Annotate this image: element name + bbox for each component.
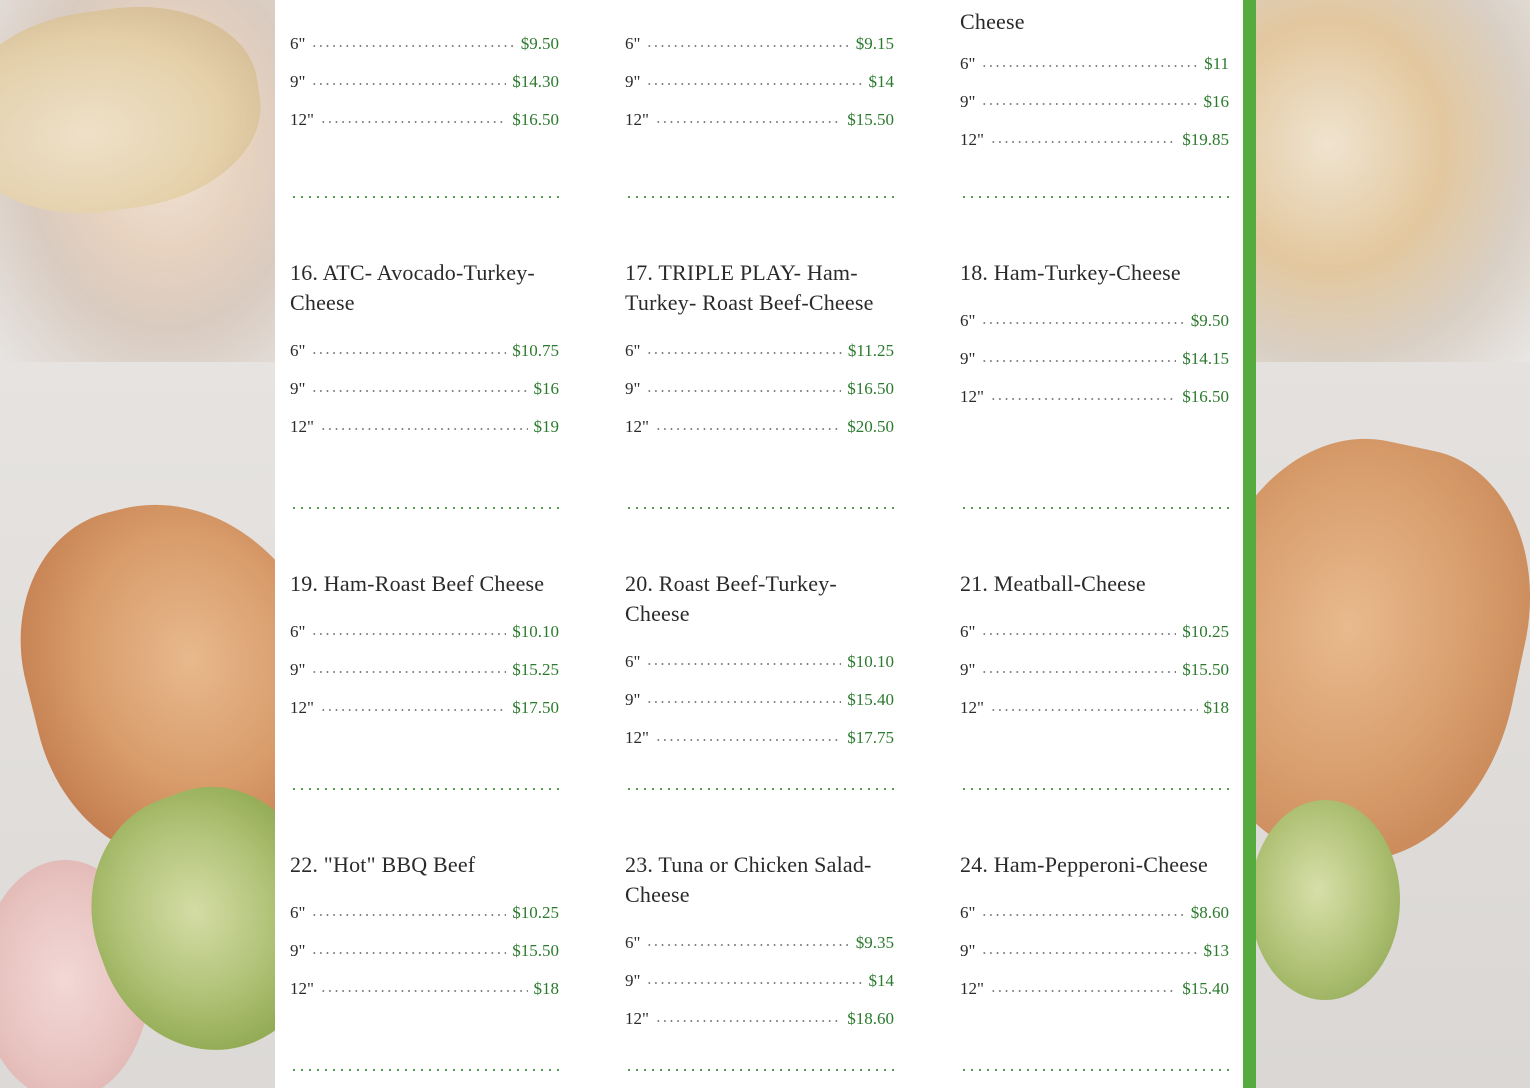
size-label: 6" — [625, 933, 641, 952]
dot-leader — [646, 932, 849, 948]
dot-leader — [990, 129, 1176, 145]
price-value: $20.50 — [847, 417, 894, 436]
price-list — [625, 651, 894, 765]
price-value: $10.10 — [512, 622, 559, 641]
dot-leader — [990, 386, 1176, 402]
dot-leader — [311, 621, 506, 637]
dot-leader — [320, 416, 528, 432]
dot-leader — [311, 71, 506, 87]
dot-leader — [981, 91, 1197, 107]
price-row — [960, 978, 1229, 1016]
price-value: $10.25 — [512, 903, 559, 922]
price-row — [625, 1008, 894, 1046]
size-label: 9" — [625, 379, 641, 398]
menu-item-title: 23. Tuna or Chicken Salad-Cheese — [625, 852, 872, 907]
dot-leader — [311, 340, 506, 356]
size-label: 9" — [960, 92, 976, 111]
size-label: 6" — [960, 311, 976, 330]
dot-leader — [646, 340, 841, 356]
dot-leader — [981, 621, 1176, 637]
price-row — [960, 902, 1229, 940]
price-value: $15.40 — [1182, 979, 1229, 998]
price-row — [290, 109, 559, 147]
price-value: $19.85 — [1182, 130, 1229, 149]
price-row — [625, 651, 894, 689]
price-value: $11 — [1204, 54, 1229, 73]
price-value: $14.15 — [1182, 349, 1229, 368]
size-label: 9" — [290, 660, 306, 679]
dot-leader — [646, 689, 841, 705]
dot-leader — [646, 378, 841, 394]
menu-item — [625, 569, 894, 765]
price-list — [290, 340, 559, 454]
price-value: $17.50 — [512, 698, 559, 717]
price-row — [960, 659, 1229, 697]
price-value: $15.50 — [512, 941, 559, 960]
dot-leader — [655, 416, 841, 432]
dot-leader — [311, 378, 527, 394]
price-row — [290, 71, 559, 109]
price-row — [960, 310, 1229, 348]
size-label: 12" — [290, 698, 314, 717]
menu-item — [625, 258, 894, 454]
price-row — [290, 659, 559, 697]
menu-item-title: Cheese — [960, 9, 1025, 34]
menu-item — [625, 33, 894, 147]
dot-leader — [320, 109, 506, 125]
size-label: 6" — [960, 903, 976, 922]
price-row — [625, 71, 894, 109]
price-row — [625, 109, 894, 147]
item-separator — [625, 1067, 894, 1073]
dot-leader — [990, 697, 1198, 713]
item-separator — [960, 194, 1229, 200]
price-value: $15.50 — [1182, 660, 1229, 679]
price-value: $8.60 — [1190, 903, 1229, 922]
dot-leader — [981, 348, 1176, 364]
price-row — [290, 978, 559, 1016]
price-value: $14 — [868, 971, 894, 990]
price-row — [290, 697, 559, 735]
item-separator — [290, 505, 559, 511]
dot-leader — [646, 651, 841, 667]
menu-item-title: 20. Roast Beef-Turkey-Cheese — [625, 571, 837, 626]
price-row — [290, 416, 559, 454]
price-value: $9.50 — [1190, 311, 1229, 330]
price-value: $14 — [868, 72, 894, 91]
size-label: 9" — [960, 941, 976, 960]
price-value: $16.50 — [847, 379, 894, 398]
price-row — [290, 621, 559, 659]
price-row — [960, 386, 1229, 424]
price-value: $10.10 — [847, 652, 894, 671]
size-label: 12" — [290, 110, 314, 129]
dot-leader — [311, 940, 506, 956]
size-label: 6" — [290, 622, 306, 641]
menu-item-title: 22. "Hot" BBQ Beef — [290, 852, 476, 877]
dot-leader — [981, 310, 1184, 326]
price-row — [960, 940, 1229, 978]
menu-item-title: 18. Ham-Turkey-Cheese — [960, 260, 1181, 285]
dot-leader — [981, 902, 1184, 918]
price-value: $18 — [533, 979, 559, 998]
size-label: 9" — [960, 349, 976, 368]
menu-item-title: 16. ATC- Avocado-Turkey-Cheese — [290, 260, 535, 315]
size-label: 6" — [290, 34, 306, 53]
size-label: 12" — [625, 1009, 649, 1028]
dot-leader — [655, 109, 841, 125]
size-label: 9" — [625, 72, 641, 91]
price-value: $11.25 — [847, 341, 894, 360]
price-row — [625, 378, 894, 416]
menu-item — [290, 258, 559, 454]
price-row — [960, 53, 1229, 91]
price-row — [960, 129, 1229, 167]
size-label: 12" — [290, 979, 314, 998]
price-value: $15.50 — [847, 110, 894, 129]
accent-bar — [1243, 0, 1256, 1088]
price-row — [625, 970, 894, 1008]
price-row — [960, 348, 1229, 386]
size-label: 6" — [960, 54, 976, 73]
price-row — [625, 416, 894, 454]
menu-item — [960, 7, 1229, 167]
size-label: 6" — [960, 622, 976, 641]
price-row — [625, 727, 894, 765]
price-value: $18 — [1203, 698, 1229, 717]
size-label: 12" — [625, 417, 649, 436]
price-value: $19 — [533, 417, 559, 436]
price-value: $9.35 — [855, 933, 894, 952]
price-row — [625, 689, 894, 727]
price-value: $15.40 — [847, 690, 894, 709]
background-photo-top-right — [1243, 0, 1530, 362]
price-value: $16.50 — [512, 110, 559, 129]
price-list — [960, 621, 1229, 735]
price-list — [290, 33, 559, 147]
dot-leader — [646, 970, 862, 986]
dot-leader — [311, 902, 506, 918]
price-row — [625, 932, 894, 970]
menu-item — [625, 850, 894, 1046]
size-label: 6" — [625, 34, 641, 53]
price-list — [290, 621, 559, 735]
price-value: $10.25 — [1182, 622, 1229, 641]
price-value: $18.60 — [847, 1009, 894, 1028]
menu-item — [960, 850, 1229, 1016]
menu-item-title: 21. Meatball-Cheese — [960, 571, 1146, 596]
dot-leader — [981, 53, 1198, 69]
size-label: 9" — [960, 660, 976, 679]
price-list — [960, 53, 1229, 167]
dot-leader — [311, 659, 506, 675]
item-separator — [960, 505, 1229, 511]
price-list — [625, 340, 894, 454]
size-label: 6" — [625, 652, 641, 671]
dot-leader — [646, 33, 849, 49]
dot-leader — [320, 697, 506, 713]
price-value: $15.25 — [512, 660, 559, 679]
dot-leader — [981, 659, 1176, 675]
price-row — [290, 33, 559, 71]
dot-leader — [990, 978, 1176, 994]
item-separator — [625, 786, 894, 792]
item-separator — [960, 1067, 1229, 1073]
size-label: 6" — [625, 341, 641, 360]
price-value: $9.15 — [855, 34, 894, 53]
background-avocado-right — [1250, 800, 1400, 1000]
size-label: 12" — [960, 387, 984, 406]
size-label: 12" — [960, 979, 984, 998]
price-row — [625, 340, 894, 378]
menu-item — [290, 850, 559, 1016]
dot-leader — [320, 978, 528, 994]
menu-item-title: 24. Ham-Pepperoni-Cheese — [960, 852, 1208, 877]
price-list — [625, 932, 894, 1046]
size-label: 12" — [625, 728, 649, 747]
price-row — [960, 697, 1229, 735]
price-row — [290, 940, 559, 978]
dot-leader — [311, 33, 514, 49]
size-label: 9" — [290, 941, 306, 960]
menu-item-title: 17. TRIPLE PLAY- Ham-Turkey- Roast Beef-Cheese — [625, 260, 874, 315]
size-label: 9" — [290, 72, 306, 91]
menu-item — [290, 569, 559, 735]
item-separator — [290, 786, 559, 792]
price-value: $17.75 — [847, 728, 894, 747]
item-separator — [290, 194, 559, 200]
menu-item — [960, 569, 1229, 735]
dot-leader — [655, 727, 841, 743]
size-label: 12" — [960, 698, 984, 717]
item-separator — [290, 1067, 559, 1073]
size-label: 6" — [290, 903, 306, 922]
dot-leader — [655, 1008, 841, 1024]
price-row — [290, 378, 559, 416]
price-row — [960, 91, 1229, 129]
price-row — [290, 340, 559, 378]
price-value: $9.50 — [520, 34, 559, 53]
menu-item-title: 19. Ham-Roast Beef Cheese — [290, 571, 545, 596]
size-label: 9" — [625, 971, 641, 990]
dot-leader — [646, 71, 862, 87]
price-value: $16 — [533, 379, 559, 398]
dot-leader — [981, 940, 1197, 956]
menu-item — [960, 258, 1229, 424]
price-list — [960, 902, 1229, 1016]
price-row — [290, 902, 559, 940]
item-separator — [960, 786, 1229, 792]
price-value: $16 — [1203, 92, 1229, 111]
item-separator — [625, 194, 894, 200]
price-list — [960, 310, 1229, 424]
menu-item — [290, 33, 559, 147]
price-row — [960, 621, 1229, 659]
size-label: 12" — [290, 417, 314, 436]
price-list — [290, 902, 559, 1016]
size-label: 9" — [625, 690, 641, 709]
price-value: $13 — [1203, 941, 1229, 960]
item-separator — [625, 505, 894, 511]
price-value: $16.50 — [1182, 387, 1229, 406]
size-label: 9" — [290, 379, 306, 398]
price-row — [625, 33, 894, 71]
price-value: $10.75 — [512, 341, 559, 360]
price-list — [625, 33, 894, 147]
size-label: 12" — [625, 110, 649, 129]
price-value: $14.30 — [512, 72, 559, 91]
size-label: 6" — [290, 341, 306, 360]
size-label: 12" — [960, 130, 984, 149]
